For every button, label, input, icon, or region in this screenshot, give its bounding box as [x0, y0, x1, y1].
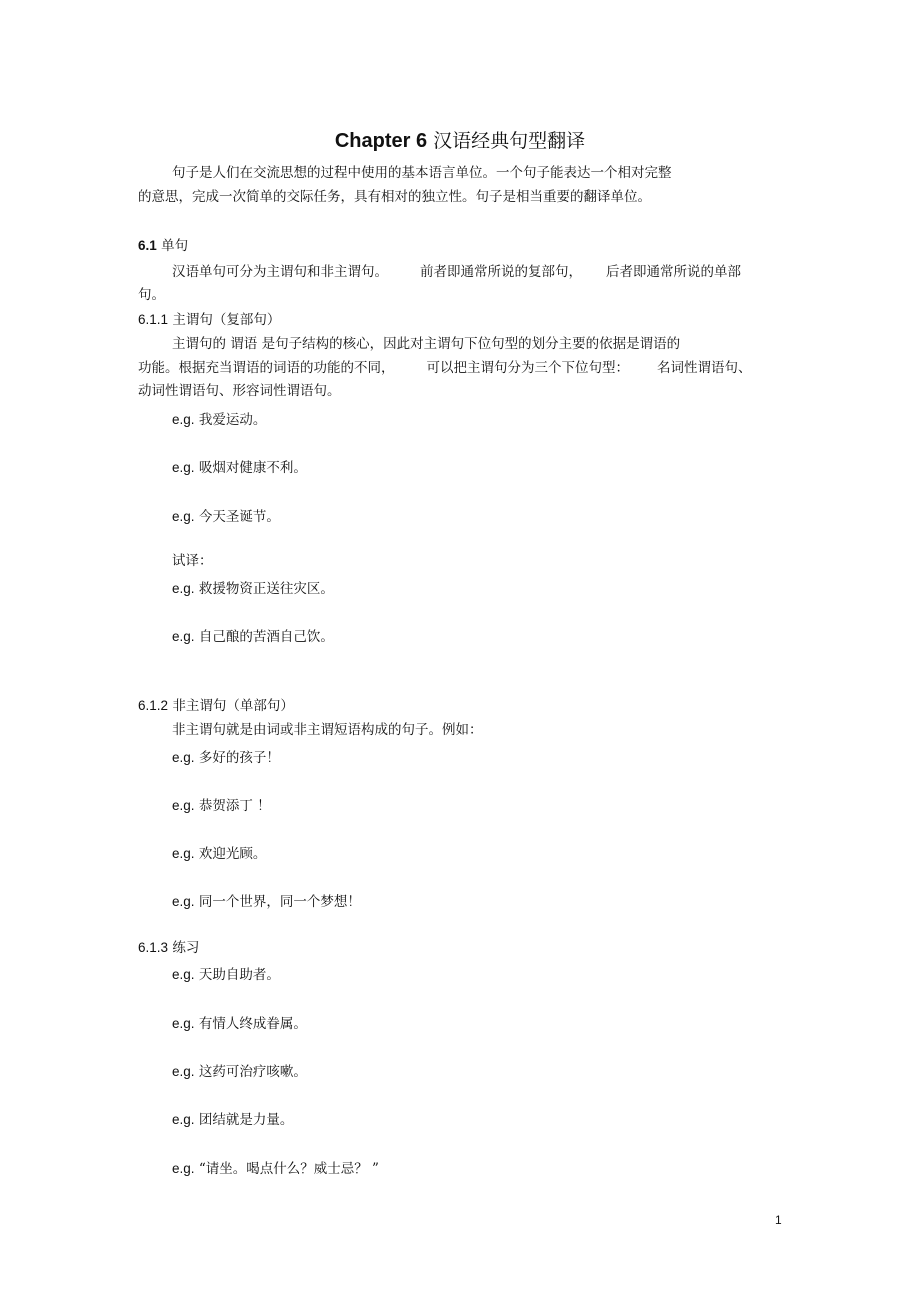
eg-tag: e.g. — [172, 460, 195, 475]
intro-line-1: 句子是人们在交流思想的过程中使用的基本语言单位。一个句子能表达一个相对完整 — [172, 165, 672, 181]
example-sentence — [172, 577, 334, 597]
example-sentence — [172, 1060, 307, 1080]
example-text: 吸烟对健康不利。 — [198, 460, 307, 476]
section-6-1-1-heading — [138, 310, 280, 330]
paragraph-part: 后者即通常所说的单部 — [606, 264, 741, 280]
example-sentence — [172, 842, 266, 862]
section-title: 主谓句（复部句） — [172, 312, 281, 328]
eg-tag: e.g. — [172, 750, 195, 765]
example-sentence — [172, 1157, 379, 1177]
eg-tag: e.g. — [172, 629, 195, 644]
paragraph-part: 前者即通常所说的复部句， — [420, 264, 582, 280]
section-6-1-2-intro: 非主谓句就是由词或非主谓短语构成的句子。例如： — [172, 722, 483, 738]
example-sentence — [172, 1012, 307, 1032]
eg-tag: e.g. — [172, 1064, 195, 1079]
example-sentence — [172, 963, 280, 983]
section-6-1-1-line-2 — [138, 358, 752, 378]
example-sentence — [172, 408, 266, 428]
section-number: 6.1.3 — [138, 940, 169, 955]
try-label: 试译： — [172, 553, 213, 569]
section-6-1-3-heading — [138, 938, 199, 958]
example-text: 我爱运动。 — [198, 412, 267, 428]
example-text: 欢迎光顾。 — [198, 846, 267, 862]
example-text: 有情人终成眷属。 — [198, 1016, 307, 1032]
example-text: 天助自助者。 — [198, 967, 280, 983]
example-sentence — [172, 746, 280, 766]
example-sentence — [172, 625, 334, 645]
eg-tag: e.g. — [172, 967, 195, 982]
title-chapter: Chapter 6 — [334, 130, 428, 152]
title-text: 汉语经典句型翻译 — [433, 130, 586, 152]
example-text: “请坐。喝点什么？威士忌？ ” — [198, 1161, 379, 1177]
example-text: 多好的孩子！ — [198, 750, 280, 766]
eg-tag: e.g. — [172, 846, 195, 861]
section-number: 6.1.1 — [138, 312, 169, 327]
example-sentence — [172, 890, 361, 910]
paragraph-part: 可以把主谓句分为三个下位句型： — [426, 360, 629, 376]
example-sentence — [172, 456, 307, 476]
example-text: 今天圣诞节。 — [198, 509, 280, 525]
example-text: 自己酿的苦酒自己饮。 — [198, 629, 334, 645]
example-text: 这药可治疗咳嗽。 — [198, 1064, 307, 1080]
section-6-1-2-heading — [138, 696, 294, 716]
intro-line-2: 的意思，完成一次简单的交际任务，具有相对的独立性。句子是相当重要的翻译单位。 — [138, 189, 651, 205]
section-6-1-1-line-3: 动词性谓语句、形容词性谓语句。 — [138, 383, 341, 399]
example-text: 恭贺添丁 ！ — [198, 798, 271, 814]
section-number: 6.1.2 — [138, 698, 169, 713]
section-6-1-1-line-1: 主谓句的 谓语 是句子结构的核心，因此对主谓句下位句型的划分主要的依据是谓语的 — [172, 336, 681, 352]
section-title: 练习 — [172, 940, 200, 956]
example-text: 救援物资正送往灾区。 — [198, 581, 334, 597]
paragraph-part: 汉语单句可分为主谓句和非主谓句。 — [172, 264, 388, 280]
eg-tag: e.g. — [172, 798, 195, 813]
eg-tag: e.g. — [172, 1161, 195, 1176]
eg-tag: e.g. — [172, 509, 195, 524]
section-title: 单句 — [161, 238, 189, 254]
section-6-1-paragraph-end: 句。 — [138, 287, 165, 303]
eg-tag: e.g. — [172, 894, 195, 909]
section-6-1-heading — [138, 236, 188, 256]
example-sentence — [172, 1108, 293, 1128]
section-number: 6.1 — [138, 238, 157, 253]
page-title — [0, 126, 920, 153]
eg-tag: e.g. — [172, 412, 195, 427]
page-number: 1 — [775, 1213, 782, 1227]
example-text: 团结就是力量。 — [198, 1112, 294, 1128]
paragraph-part: 功能。根据充当谓语的词语的功能的不同， — [138, 360, 395, 376]
eg-tag: e.g. — [172, 1112, 195, 1127]
section-6-1-paragraph — [172, 262, 772, 282]
eg-tag: e.g. — [172, 1016, 195, 1031]
section-title: 非主谓句（单部句） — [172, 698, 294, 714]
example-sentence — [172, 505, 280, 525]
paragraph-part: 名词性谓语句、 — [657, 360, 752, 376]
example-sentence — [172, 794, 271, 814]
eg-tag: e.g. — [172, 581, 195, 596]
example-text: 同一个世界，同一个梦想！ — [198, 894, 361, 910]
